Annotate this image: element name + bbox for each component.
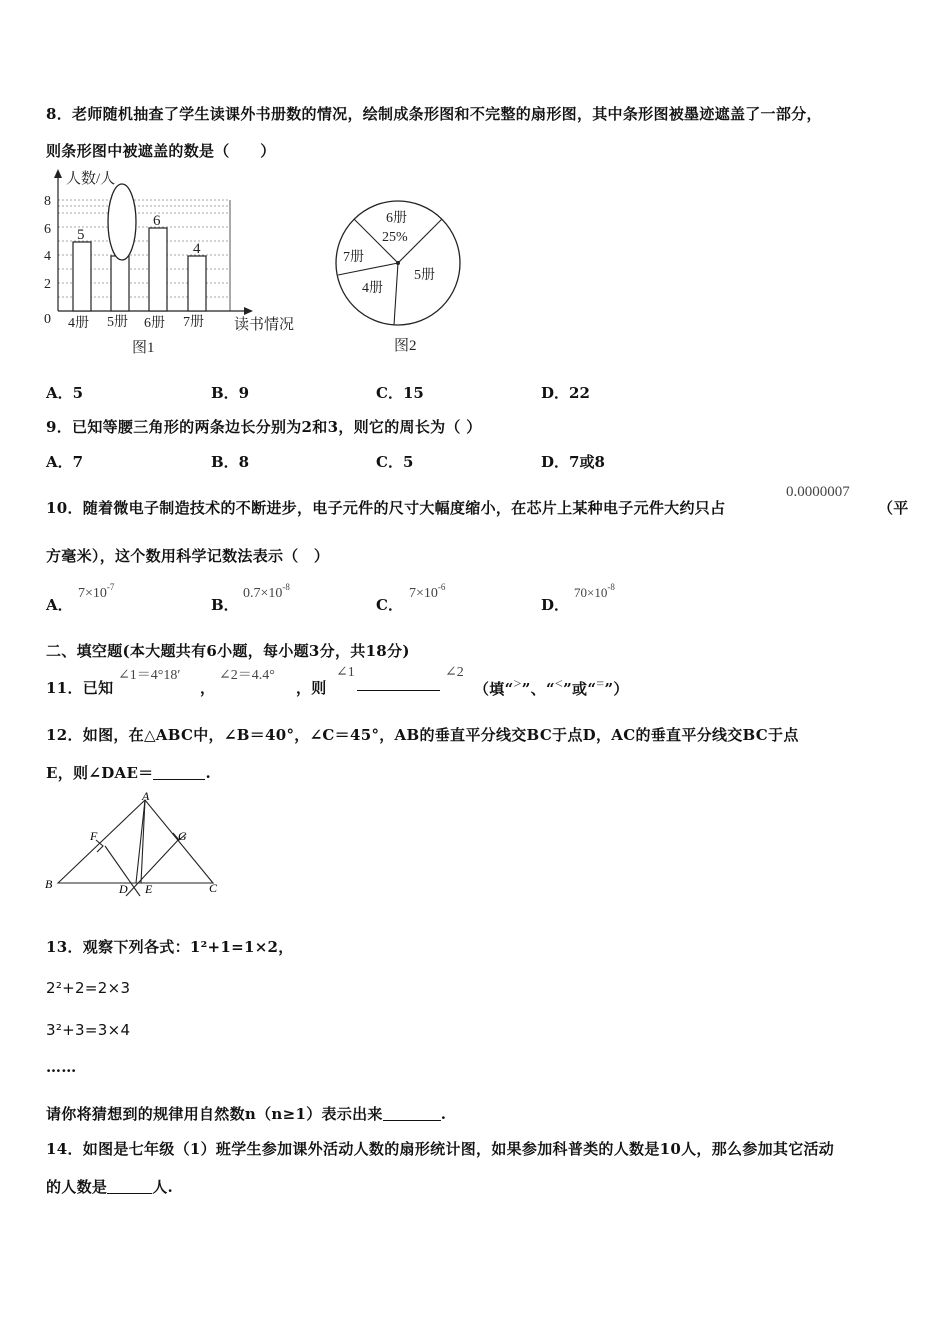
bar-chart-figure	[38, 166, 318, 358]
label-a: A	[142, 789, 150, 803]
x-cat-7ce: 7册	[183, 315, 204, 330]
q9-stem: 9．已知等腰三角形的两条边长分别为2和3，则它的周长为（ ）	[46, 418, 482, 436]
bar-label-4ce: 5	[77, 227, 85, 243]
q8-option-a: A．5	[46, 384, 84, 402]
ink-blot	[108, 184, 136, 260]
bar-label-6ce: 6	[153, 213, 161, 229]
q11-a2: ∠2	[445, 665, 464, 680]
label-f: F	[90, 829, 98, 843]
q10-option-d: D．	[541, 596, 570, 614]
q8-option-c: C．15	[376, 384, 424, 402]
label-g: G	[178, 829, 187, 843]
y-tick-0: 0	[44, 312, 51, 327]
q9-option-a: A．7	[46, 453, 84, 471]
q13-line3: 3²+3=3×4	[46, 1021, 131, 1039]
pie-label-4ce: 4册	[362, 281, 383, 296]
q11-a1: ∠1	[336, 665, 355, 680]
label-e: E	[145, 882, 153, 896]
q8-option-d: D．22	[541, 384, 590, 402]
q10-option-c: C．	[376, 596, 403, 614]
section-2-title: 二、填空题(本大题共有6小题，每小题3分，共18分)	[46, 642, 410, 660]
q10-option-a: A．	[46, 596, 73, 614]
perp-bisector-ac	[126, 838, 180, 896]
q8-option-b: B．9	[211, 384, 250, 402]
q11-mid: ，则	[296, 679, 327, 697]
q10-stem-line2: 方毫米），这个数用科学记数法表示（ ）	[46, 547, 330, 565]
x-cat-5ce: 5册	[107, 315, 128, 330]
q11-prefix: 11．已知	[46, 679, 114, 697]
q10-option-a-expr: $7\times 10^{-7}$	[78, 582, 115, 601]
pie-label-5ce: 5册	[414, 268, 435, 283]
pie-label-6ce: 6册	[386, 211, 407, 226]
triangle-abc	[58, 800, 213, 883]
q14-stem-line1: 14．如图是七年级（1）班学生参加课外活动人数的扇形统计图，如果参加科普类的人数是10人，那么参加其它活动	[46, 1140, 835, 1158]
x-cat-6ce: 6册	[144, 316, 165, 331]
q13-ask: 请你将猜想到的规律用自然数n（n≥1）表示出来 .	[46, 1105, 447, 1123]
q14-answer-blank[interactable]	[107, 1193, 152, 1194]
bar-6ce	[149, 228, 167, 311]
bar-5ce-partial	[111, 256, 129, 311]
x-axis-label: 读书情况	[234, 317, 295, 333]
label-d: D	[119, 882, 128, 896]
q10-option-b-expr: $0.7\times 10^{-8}$	[243, 582, 290, 601]
q10-option-b: B．	[211, 596, 239, 614]
bar-7ce	[188, 256, 206, 311]
q11-sep: ，	[200, 679, 216, 697]
q12-answer-blank[interactable]	[153, 779, 205, 780]
q9-option-b: B．8	[211, 453, 250, 471]
triangle-figure	[40, 788, 230, 900]
pie-chart-caption: 图2	[394, 338, 417, 354]
q13-line2: 2²+2=2×3	[46, 979, 131, 997]
q13-dots: ……	[46, 1058, 77, 1076]
q11-answer-blank[interactable]	[357, 690, 440, 691]
q12-stem-line2: E，则∠DAE＝ .	[46, 764, 212, 782]
q14-stem-line2: 的人数是 人.	[46, 1178, 174, 1196]
y-tick-6: 6	[44, 222, 51, 237]
q10-option-c-expr: $7\times 10^{-6}$	[409, 582, 446, 601]
q13-stem: 13．观察下列各式：1²+1=1×2，	[46, 938, 294, 956]
q11-angle1: ∠1＝4°18′	[118, 668, 181, 683]
q12-stem-line1: 12．如图，在△ABC中，∠B＝40°，∠C＝45°，AB的垂直平分线交BC于点D，AC的垂直平分线交BC于点	[46, 726, 799, 744]
y-tick-4: 4	[44, 249, 51, 264]
q9-option-d: D．7或8	[541, 453, 605, 471]
y-tick-8: 8	[44, 194, 51, 209]
label-c: C	[209, 881, 218, 895]
pie-label-25pct: 25%	[382, 230, 408, 245]
q10-value: 0.0000007	[786, 484, 850, 500]
q10-stem-line1-end: （平	[878, 499, 909, 517]
label-b: B	[45, 877, 53, 891]
q10-stem-line1: 10．随着微电子制造技术的不断进步，电子元件的尺寸大幅度缩小，在芯片上某种电子元件大约只占	[46, 499, 726, 517]
y-axis-label: 人数/人	[66, 171, 116, 187]
q8-stem-line1: 8．老师随机抽查了学生读课外书册数的情况，绘制成条形图和不完整的扇形图，其中条形图被墨迹遮盖了一部分，	[46, 105, 822, 123]
segment-ad	[136, 800, 145, 883]
segment-ae	[141, 800, 145, 883]
q11-fill: （填“>”、“<”或“=”）	[474, 677, 629, 698]
pie-chart-figure	[330, 195, 470, 361]
q11-angle2: ∠2＝4.4°	[219, 668, 275, 683]
q8-stem-line2: 则条形图中被遮盖的数是（ ）	[46, 142, 276, 160]
q10-option-d-expr: $70\times 10^{-8}$	[574, 582, 615, 600]
x-cat-4ce: 4册	[68, 316, 89, 331]
pie-label-7ce: 7册	[343, 250, 364, 265]
bar-4ce	[73, 242, 91, 311]
y-tick-2: 2	[44, 277, 51, 292]
q13-answer-blank[interactable]	[383, 1120, 441, 1121]
bar-chart-caption: 图1	[132, 340, 155, 356]
bar-label-7ce: 4	[193, 241, 201, 257]
q9-option-c: C．5	[376, 453, 414, 471]
